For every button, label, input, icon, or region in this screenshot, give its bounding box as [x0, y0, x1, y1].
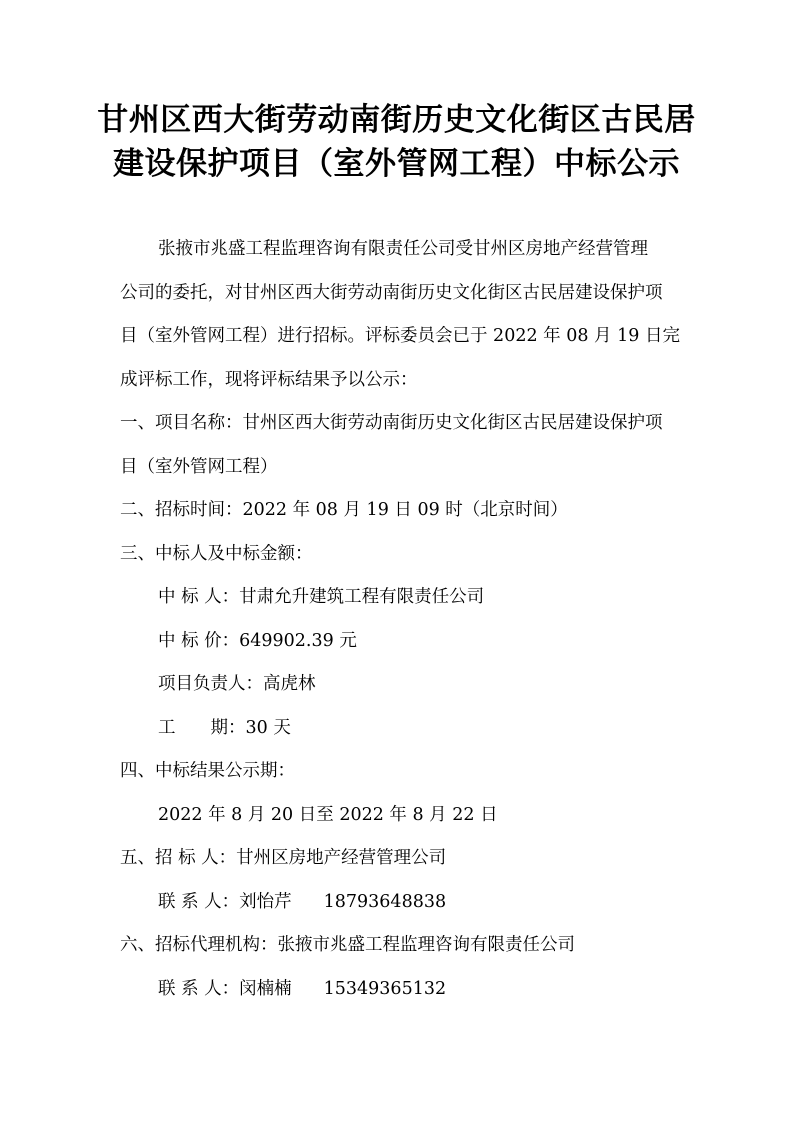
project-name-line-2: 目（室外管网工程）	[120, 456, 278, 477]
notice-period: 2022 年 8 月 20 日至 2022 年 8 月 22 日	[158, 804, 498, 825]
agency-contact-label: 联 系 人：闵楠楠	[158, 978, 292, 999]
agency-contact	[120, 968, 690, 1012]
intro-line-2: 公司的委托，对甘州区西大街劳动南街历史文化街区古民居建设保护项	[120, 282, 663, 303]
project-name-line-1: 一、项目名称：甘州区西大街劳动南街历史文化街区古民居建设保护项	[120, 413, 663, 433]
winner-name: 中 标 人：甘肃允升建筑工程有限责任公司	[158, 587, 485, 607]
tender-time: 二、招标时间：2022 年 08 月 19 日 09 时（北京时间）	[120, 500, 568, 520]
title-line-1: 甘州区西大街劳动南街历史文化街区古民居	[97, 102, 696, 138]
tenderer-contact	[120, 881, 690, 925]
winning-price: 中 标 价：649902.39 元	[158, 630, 357, 651]
agency-contact-phone: 15349365132	[323, 978, 447, 999]
winner-heading: 三、中标人及中标金额：	[120, 543, 313, 564]
document-body	[120, 228, 690, 1011]
tenderer-contact-phone: 18793648838	[323, 891, 447, 912]
intro-line-4: 成评标工作，现将评标结果予以公示：	[120, 369, 418, 390]
tenderer: 五、招 标 人：甘州区房地产经营管理公司	[120, 848, 447, 868]
notice-heading: 四、中标结果公示期：	[120, 761, 295, 781]
title-line-2: 建设保护项目（室外管网工程）中标公示	[113, 146, 680, 182]
intro-line-3: 目（室外管网工程）进行招标。评标委员会已于 2022 年 08 月 19 日完	[120, 326, 680, 346]
tenderer-contact-label: 联 系 人：刘怡芹	[158, 891, 292, 912]
page-title	[0, 98, 793, 186]
project-manager: 项目负责人：高虎林	[158, 674, 316, 694]
tender-agency: 六、招标代理机构：张掖市兆盛工程监理咨询有限责任公司	[120, 935, 575, 955]
intro-line-1: 张掖市兆盛工程监理咨询有限责任公司受甘州区房地产经营管理	[158, 239, 648, 259]
construction-period: 工 期：30 天	[158, 717, 291, 738]
